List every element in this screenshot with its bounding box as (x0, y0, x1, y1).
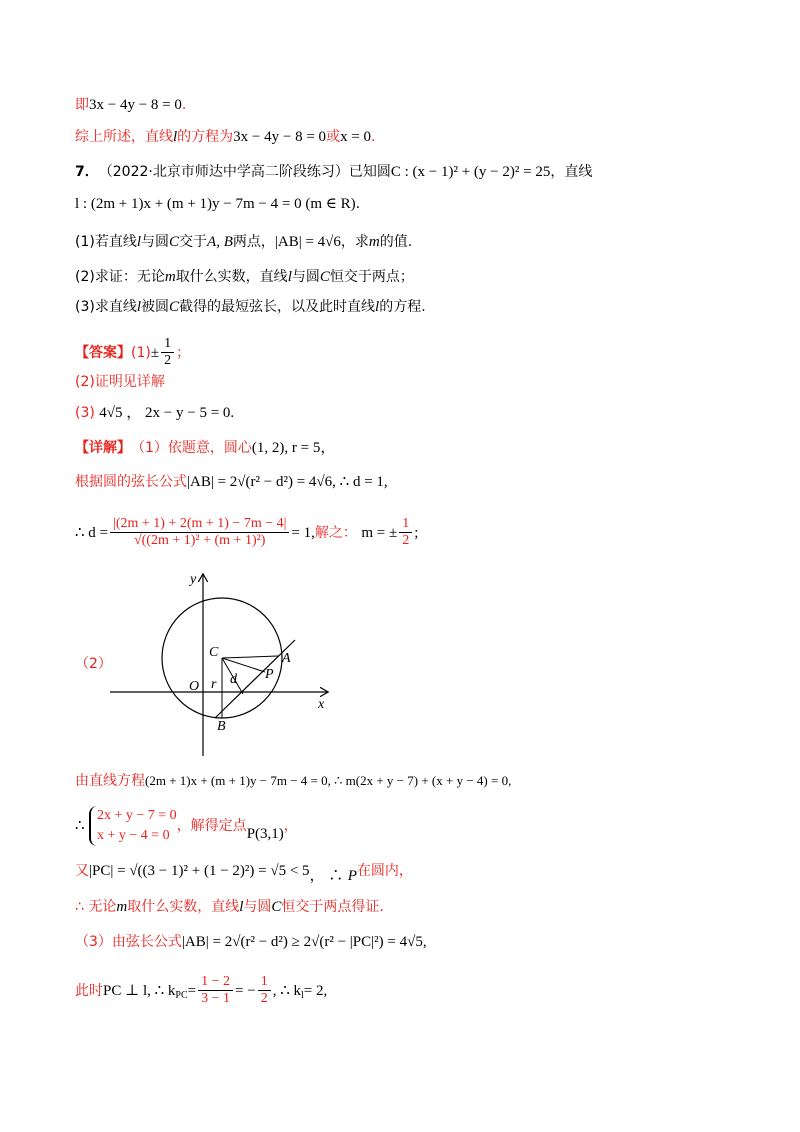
detail-8: ∴ 无论 m 取什么实数，直线 l 与圆 C 恒交于两点得证. (75, 899, 384, 915)
detail-2-label: （2） (75, 656, 112, 672)
detail-5: 由直线方程 (2m + 1)x + (m + 1)y − 7m − 4 = 0, ∴ m(2x + y − 7) + (x + y − 4) = 0, (75, 773, 512, 789)
problem-source: （2022·北京市师达中学高二阶段练习） (98, 164, 349, 180)
answer-2: (2)证明见详解 (75, 374, 165, 390)
label-d: d (230, 672, 237, 687)
label-r: r (211, 677, 217, 692)
label-o: O (189, 679, 200, 694)
line-ji: 即 3x − 4y − 8 = 0 . (75, 97, 187, 113)
detail-3: ∴ d = $\frac{|(2m + 1) + 2(m + 1) - 7m - 4|}{\text{√((2m + 1)² + (m + 1)²)}}$ = 1, 解之： m = ± $\frac{1}{2}$ ; (75, 516, 419, 548)
question-2: (2) 求证：无论 m 取什么实数，直线 l 与圆 C 恒交于两点； (75, 269, 414, 285)
label-x: x (318, 697, 325, 712)
question-3: (3) 求直线 l 被圆 C 截得的最短弦长，以及此时直线 l 的方程. (75, 299, 426, 315)
label-a: A (282, 651, 291, 666)
detail-9: （3）由弦长公式 |AB| = 2√(r² − d²) ≥ 2√(r² − |PC|²) = 4√5, (75, 934, 427, 950)
equation: 3x − 4y − 8 = 0 (89, 97, 182, 113)
label-c: C (209, 645, 219, 660)
segment-ca (222, 656, 278, 658)
detail-10: 此时 PC ⊥ l, ∴ k PC = $\frac{1 - 2}{3 - 1}$ = − $\frac{1}{2}$ , ∴ k l = 2, (75, 974, 328, 1006)
answer-1: 【答案】 (1) ± $\frac{1}{2}$ ； (75, 336, 191, 368)
problem-7-header: 7． （2022·北京市师达中学高二阶段练习） 已知圆 C : (x − 1)² + (y − 2)² = 25 ，直线 (75, 164, 593, 180)
problem-7-line-eq: l : (2m + 1)x + (m + 1)y − 7m − 4 = 0 (m ∈ R) . (75, 196, 361, 212)
answer-3: (3) 4√5 ， 2x − y − 5 = 0. (75, 405, 235, 421)
detail-tag: 【详解】 (75, 440, 131, 456)
detail-7: 又 |PC| = √((3 − 1)² + (1 − 2)²) = √5 < 5 ， ∴ P 在圆内， (75, 863, 413, 884)
label-y: y (190, 572, 197, 587)
label-b: B (217, 719, 226, 734)
detail-2: 根据圆的弦长公式 |AB| = 2√(r² − d²) = 4√6, ∴ d = 1, (75, 474, 388, 490)
label-p: P (265, 667, 274, 682)
question-1: (1) 若直线 l 与圆 C 交于 A, B 两点， |AB| = 4√6 ，求 m 的值. (75, 234, 413, 250)
detail-6: ∴ 2x + y − 7 = 0 x + y − 4 = 0 ，解得定点 P(3,1) ， (75, 806, 298, 846)
answer-tag: 【答案】 (75, 344, 131, 361)
detail-1: 【详解】 （1）依题意，圆心 (1, 2), r = 5 ， (75, 440, 336, 456)
circle-figure (105, 570, 335, 760)
line-summary: 综上所述，直线 l 的方程为 3x − 4y − 8 = 0 或 x = 0 . (75, 129, 376, 145)
